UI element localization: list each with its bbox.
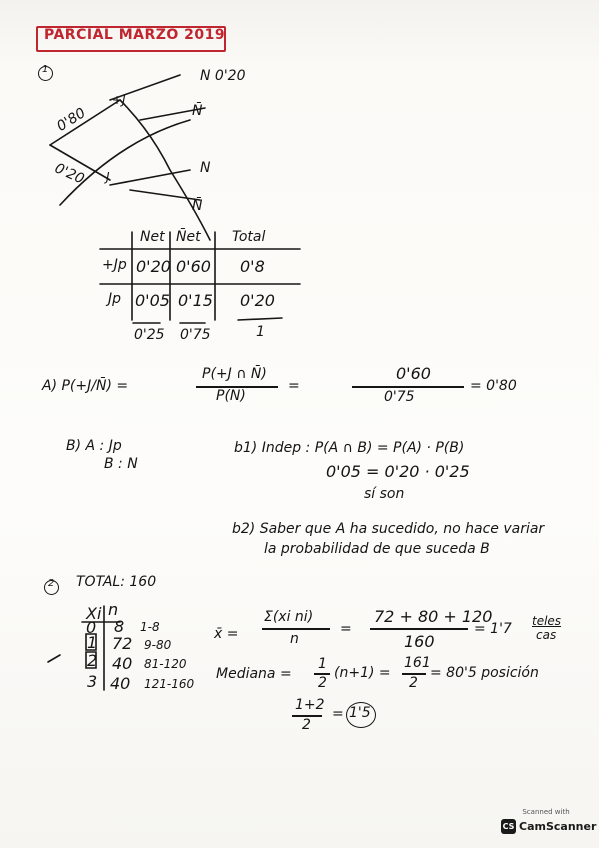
part-b-b1-calc: 0'05 = 0'20 · 0'25 xyxy=(326,462,470,481)
mean-unit-line2: cas xyxy=(536,628,557,642)
part-a-frac1-num: P(+J ∩ N̄) xyxy=(202,366,267,382)
median-calc-result: 1'5 xyxy=(349,705,371,721)
part-a-lhs: A) P(+J/N̄) = xyxy=(42,378,129,394)
mean-result: = 1'7 xyxy=(474,621,512,637)
freq-row-4-n: 40 xyxy=(110,674,131,693)
table-total-col2: 0'75 xyxy=(180,327,211,343)
table-row-1-label: +Jp xyxy=(102,257,127,273)
table-total-col1: 0'25 xyxy=(134,327,165,343)
median-calc-eq: = xyxy=(332,706,344,722)
median-expr: (n+1) = xyxy=(334,665,391,681)
median-calc-num: 1+2 xyxy=(295,697,325,713)
freq-row-1-range: 1-8 xyxy=(140,620,160,634)
table-cell-r2c2: 0'15 xyxy=(178,291,213,310)
median-calc-den: 2 xyxy=(302,717,311,733)
problem-2-number: 2 xyxy=(48,578,55,589)
table-total-col3: 1 xyxy=(256,324,265,340)
median-frac-den: 2 xyxy=(318,675,327,691)
part-b-b2-line2: la probabilidad de que suceda B xyxy=(264,541,490,557)
freq-row-4-range: 121-160 xyxy=(144,677,195,691)
tree-leaf-n: N 0'20 xyxy=(200,68,246,84)
mean-frac2-bar xyxy=(370,628,468,630)
table-cell-r1c1: 0'20 xyxy=(136,257,171,276)
tree-leaf-not-n-1: N̄ xyxy=(192,103,203,119)
tree-leaf-not-n-2: N̄ xyxy=(192,198,203,214)
part-b-b2-line1: b2) Saber que A ha sucedido, no hace variar xyxy=(232,521,545,537)
part-a-frac2-den: 0'75 xyxy=(384,389,415,405)
part-a-eq: = xyxy=(288,378,300,394)
table-header-total: Total xyxy=(232,229,266,245)
freq-row-3-n: 40 xyxy=(112,654,133,673)
part-b-def-a: B) A : Jp xyxy=(66,438,122,454)
tree-label-upper: +J xyxy=(112,93,126,107)
freq-row-1-x: 0 xyxy=(86,618,97,637)
table-cell-r1c3: 0'8 xyxy=(240,257,265,276)
tree-leaf-n-2: N xyxy=(200,160,211,176)
camscanner-brand: CamScanner xyxy=(519,820,597,833)
page-title: PARCIAL MARZO 2019 xyxy=(44,27,226,43)
mean-frac-bar xyxy=(262,628,330,630)
freq-row-2-n: 72 xyxy=(112,634,133,653)
freq-row-2-range: 9-80 xyxy=(144,638,172,652)
part-b-def-b: B : N xyxy=(104,456,138,472)
part-b-b1-result: sí son xyxy=(364,486,405,502)
mean-num2: 72 + 80 + 120 xyxy=(374,607,493,626)
table-header-not-net: N̄et xyxy=(176,229,201,245)
problem-2-total: TOTAL: 160 xyxy=(76,574,157,590)
median-frac2-den: 2 xyxy=(409,675,418,691)
part-a-frac2-num: 0'60 xyxy=(396,364,431,383)
table-row-2-label: Jp xyxy=(108,291,122,307)
freq-header-x: Xi xyxy=(86,604,102,623)
part-b-b1-line: b1) Indep : P(A ∩ B) = P(A) · P(B) xyxy=(234,440,465,456)
part-a-frac1-den: P(N̄) xyxy=(216,388,246,404)
table-cell-r2c3: 0'20 xyxy=(240,291,275,310)
tree-label-lower: J xyxy=(106,170,110,184)
freq-header-n: n xyxy=(108,600,119,619)
problem-1-number: 1 xyxy=(42,64,49,75)
table-cell-r1c2: 0'60 xyxy=(176,257,211,276)
freq-row-3-range: 81-120 xyxy=(144,657,187,671)
freq-row-1-n: 8 xyxy=(114,617,125,636)
scanned-with-label: Scanned with xyxy=(522,808,570,816)
mean-unit-line1: teles xyxy=(532,614,562,628)
freq-row-4-x: 3 xyxy=(87,672,98,691)
table-header-net: Net xyxy=(140,229,165,245)
freq-row-3-x: 2 xyxy=(87,651,98,670)
camscanner-badge xyxy=(501,808,597,838)
mean-eq: = xyxy=(340,621,352,637)
freq-row-2-x: 1 xyxy=(87,633,98,652)
median-result: = 80'5 posición xyxy=(430,665,539,681)
tree-branch-upper-prob: 0'80 xyxy=(54,105,89,135)
mean-lhs: x̄ = xyxy=(214,626,239,642)
median-frac2-num: 161 xyxy=(404,655,431,671)
mean-num: Σ(xi ni) xyxy=(264,609,314,625)
mean-den2: 160 xyxy=(404,632,435,651)
table-cell-r2c1: 0'05 xyxy=(135,291,170,310)
median-frac-num: 1 xyxy=(318,656,327,672)
median-label: Mediana = xyxy=(216,666,292,682)
tree-branch-lower-prob: 0'20 xyxy=(52,160,87,188)
part-a-result: = 0'80 xyxy=(470,378,517,394)
mean-den: n xyxy=(290,631,299,647)
camscanner-logo-icon: CS xyxy=(501,819,516,834)
